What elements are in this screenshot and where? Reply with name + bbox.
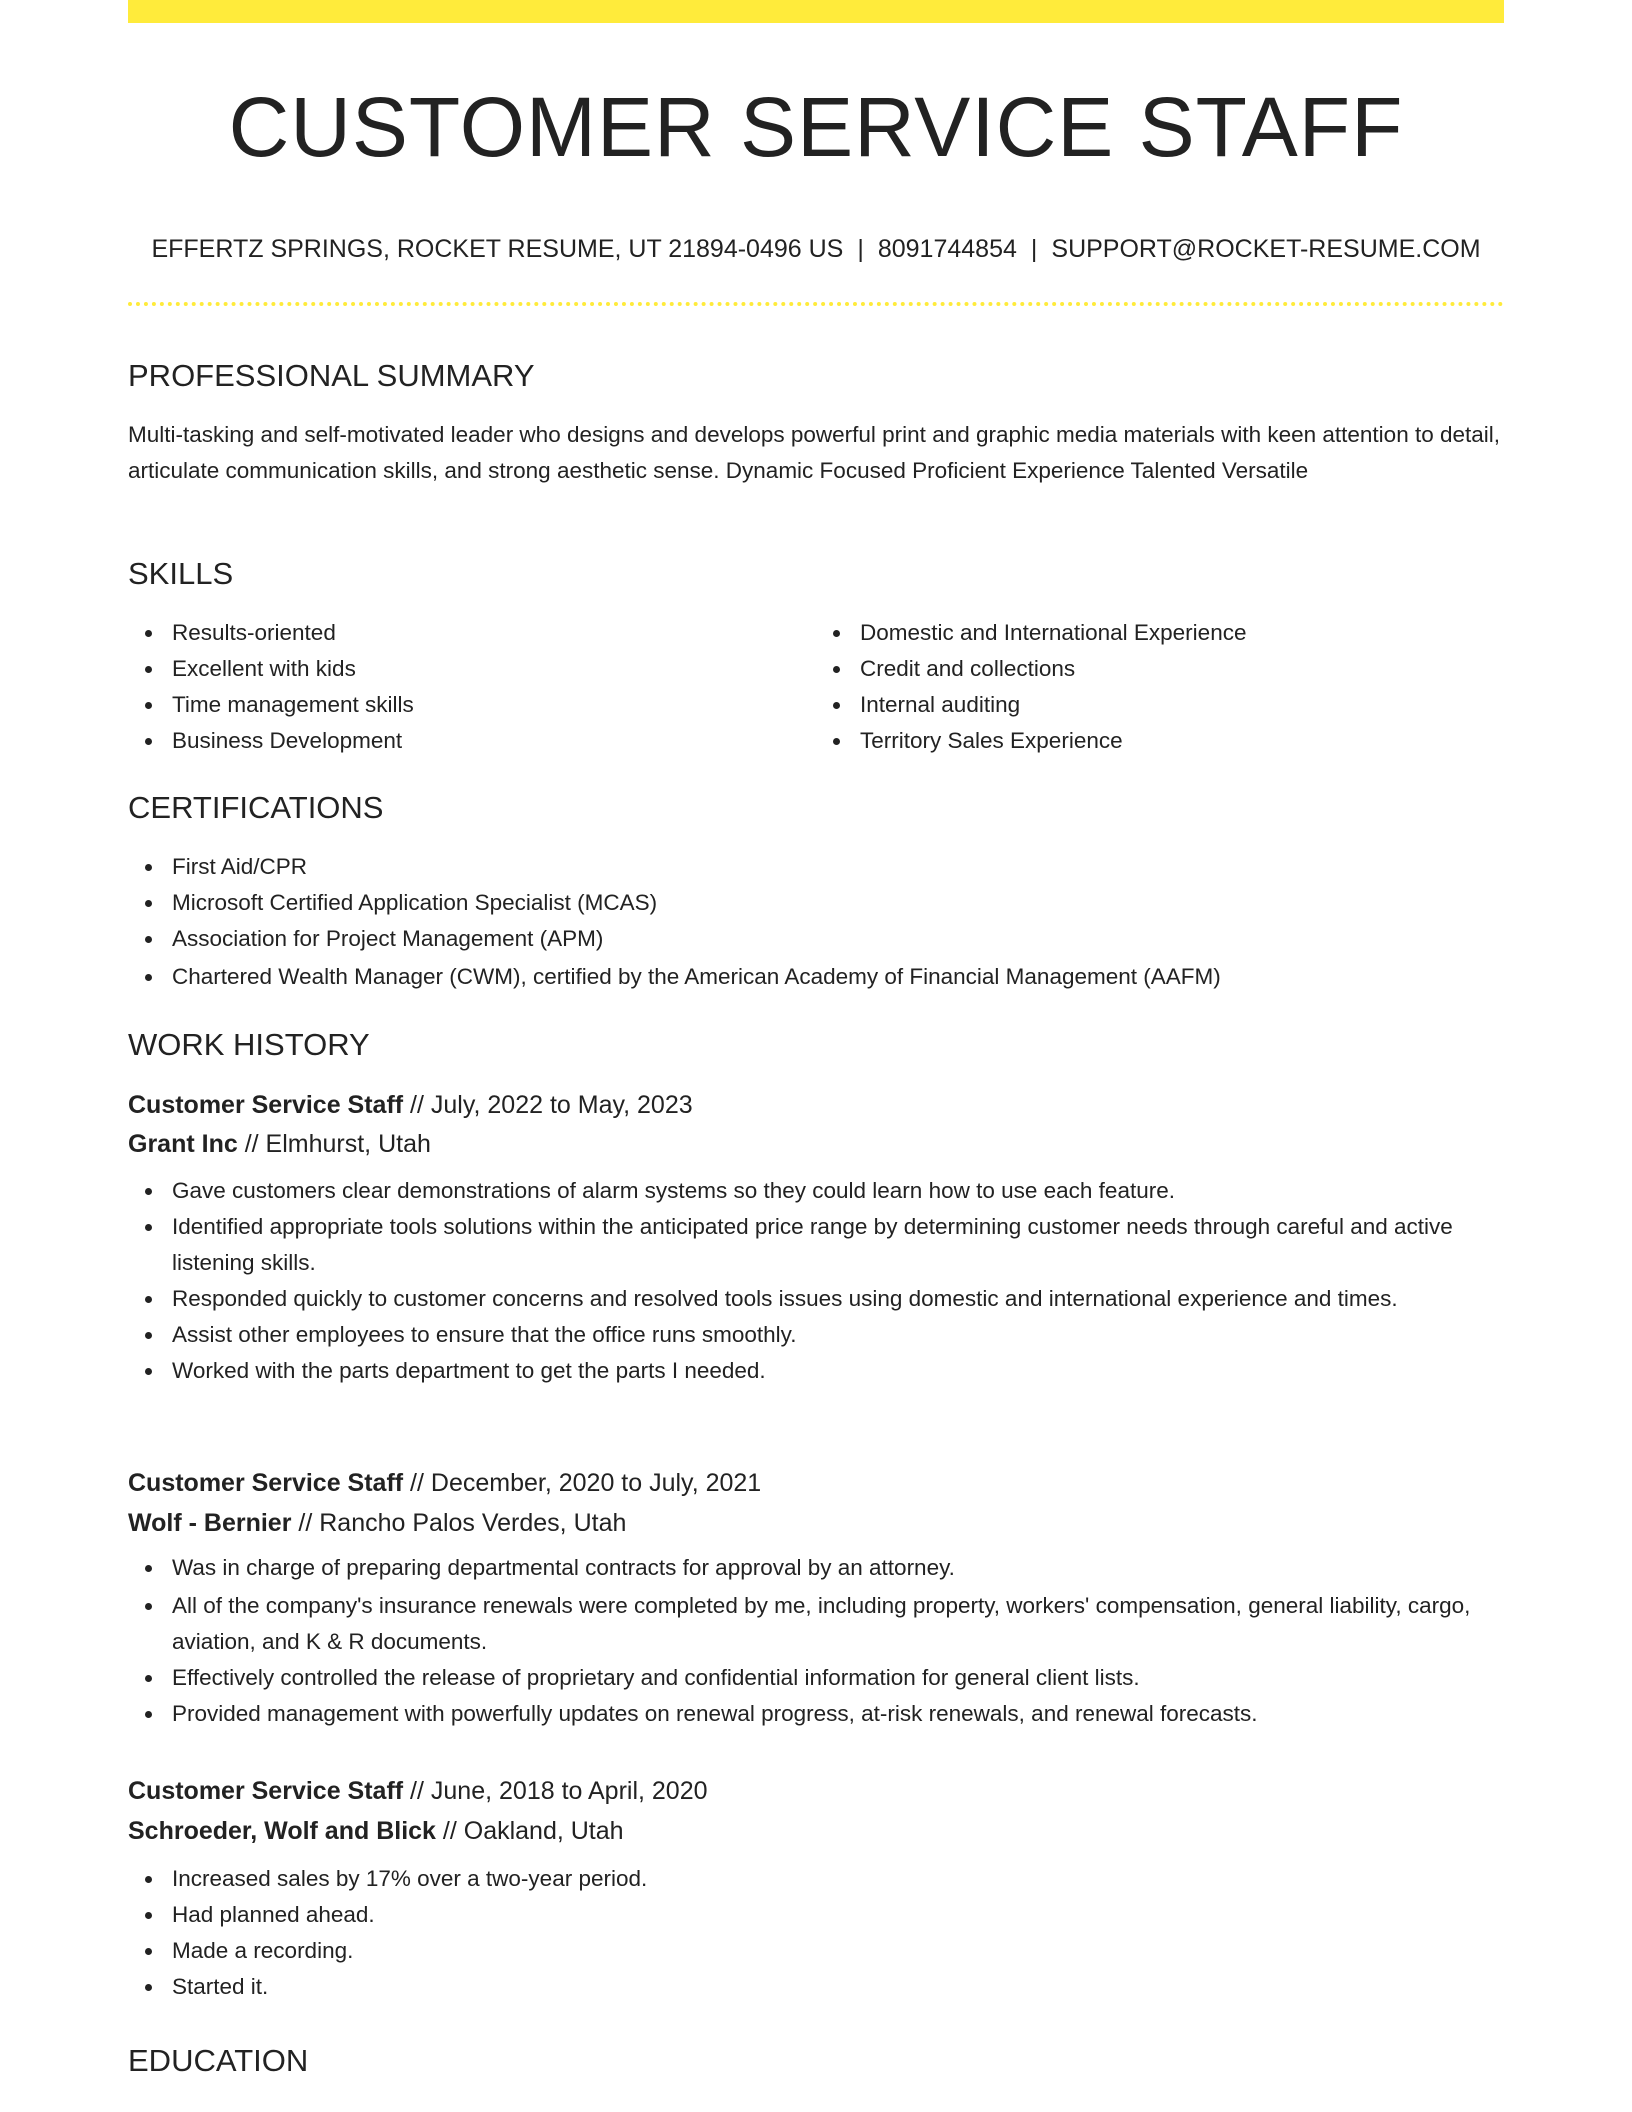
summary-heading: PROFESSIONAL SUMMARY	[128, 358, 535, 393]
job-company-line: Schroeder, Wolf and Blick // Oakland, Utah	[128, 1817, 624, 1845]
list-item: Credit and collections	[816, 651, 1504, 687]
list-item: Time management skills	[128, 687, 816, 723]
list-item: Business Development	[128, 723, 816, 759]
skills-heading: SKILLS	[128, 556, 234, 591]
job-title: Customer Service Staff	[128, 1777, 404, 1805]
header-divider	[128, 302, 1504, 306]
list-item: Provided management with powerfully updates on renewal progress, at-risk renewals, and renewal forecasts.	[128, 1696, 1504, 1732]
skills-list-left	[128, 615, 816, 759]
contact-phone[interactable]: 8091744854	[877, 235, 1017, 263]
contact-separator: |	[857, 235, 864, 263]
list-item: Responded quickly to customer concerns and resolved tools issues using domestic and international experience and times.	[128, 1281, 1504, 1317]
contact-address: EFFERTZ SPRINGS, ROCKET RESUME, UT 21894-0496 US	[151, 235, 844, 263]
list-item: Internal auditing	[816, 687, 1504, 723]
list-item: Was in charge of preparing departmental contracts for approval by an attorney.	[128, 1550, 1504, 1586]
job-entry	[128, 1779, 1504, 2005]
job-company: Grant Inc	[128, 1130, 238, 1158]
list-item: Domestic and International Experience	[816, 615, 1504, 651]
skills-grid	[128, 615, 1504, 759]
contact-separator: |	[1030, 235, 1038, 263]
job-bullets	[128, 1173, 1504, 1389]
job-bullets	[128, 1861, 1504, 2005]
list-item: Gave customers clear demonstrations of alarm systems so they could learn how to use each feature.	[128, 1173, 1504, 1209]
education-section	[128, 2045, 1504, 2076]
education-heading: EDUCATION	[128, 2043, 309, 2078]
job-dates: June, 2018 to April, 2020	[430, 1777, 708, 1805]
list-item: Increased sales by 17% over a two-year period.	[128, 1861, 1504, 1897]
list-item: Made a recording.	[128, 1933, 1504, 1969]
job-dates: December, 2020 to July, 2021	[430, 1469, 762, 1497]
accent-top-bar	[128, 0, 1504, 23]
job-location: Elmhurst, Utah	[265, 1130, 431, 1158]
job-title-line: Customer Service Staff // June, 2018 to April, 2020	[128, 1777, 708, 1805]
contact-email[interactable]: SUPPORT@ROCKET-RESUME.COM	[1051, 235, 1481, 263]
work-history-section	[128, 1029, 1504, 1060]
list-item: Excellent with kids	[128, 651, 816, 687]
job-entry	[128, 1093, 1504, 1389]
job-company: Wolf - Bernier	[128, 1509, 292, 1537]
job-company-line: Grant Inc // Elmhurst, Utah	[128, 1130, 431, 1158]
list-item: Assist other employees to ensure that the office runs smoothly.	[128, 1317, 1504, 1353]
summary-section	[128, 360, 1504, 489]
list-item: Started it.	[128, 1969, 1504, 2005]
summary-text: Multi-tasking and self-motivated leader who designs and develops powerful print and graphic media materials with keen attention to detail, articulate communication skills, and strong aesthetic sense. Dynamic Focused Proficient Experience Talented Versatile	[128, 422, 1501, 483]
job-location: Oakland, Utah	[463, 1817, 624, 1845]
job-bullets	[128, 1550, 1504, 1732]
list-item: Had planned ahead.	[128, 1897, 1504, 1933]
list-item: Association for Project Management (APM)	[128, 921, 1504, 957]
certifications-section	[128, 792, 1504, 995]
list-item: All of the company's insurance renewals were completed by me, including property, workers' compensation, general liability, cargo, aviation, and K & R documents.	[128, 1588, 1504, 1660]
list-item: First Aid/CPR	[128, 849, 1504, 885]
resume-page	[128, 0, 1504, 2078]
list-item: Territory Sales Experience	[816, 723, 1504, 759]
list-item: Worked with the parts department to get the parts I needed.	[128, 1353, 1504, 1389]
skills-list-right	[816, 615, 1504, 759]
job-dates: July, 2022 to May, 2023	[430, 1091, 693, 1119]
job-title: Customer Service Staff	[128, 1469, 404, 1497]
list-item: Effectively controlled the release of proprietary and confidential information for general client lists.	[128, 1660, 1504, 1696]
skills-section	[128, 558, 1504, 759]
certifications-heading: CERTIFICATIONS	[128, 790, 384, 825]
job-entry	[128, 1471, 1504, 1732]
contact-line	[128, 237, 1504, 262]
job-title: Customer Service Staff	[128, 1091, 404, 1119]
list-item: Microsoft Certified Application Specialist (MCAS)	[128, 885, 1504, 921]
certifications-list	[128, 849, 1504, 995]
job-location: Rancho Palos Verdes, Utah	[319, 1509, 627, 1537]
job-company: Schroeder, Wolf and Blick	[128, 1817, 436, 1845]
list-item: Results-oriented	[128, 615, 816, 651]
list-item: Identified appropriate tools solutions within the anticipated price range by determining customer needs through careful and active listening skills.	[128, 1209, 1504, 1281]
job-title-line: Customer Service Staff // July, 2022 to May, 2023	[128, 1091, 693, 1119]
work-history-heading: WORK HISTORY	[128, 1027, 370, 1062]
job-company-line: Wolf - Bernier // Rancho Palos Verdes, Utah	[128, 1509, 627, 1537]
resume-name: CUSTOMER SERVICE STAFF	[228, 80, 1404, 174]
job-title-line: Customer Service Staff // December, 2020 to July, 2021	[128, 1469, 762, 1497]
list-item: Chartered Wealth Manager (CWM), certified by the American Academy of Financial Management (AAFM)	[128, 959, 1504, 995]
